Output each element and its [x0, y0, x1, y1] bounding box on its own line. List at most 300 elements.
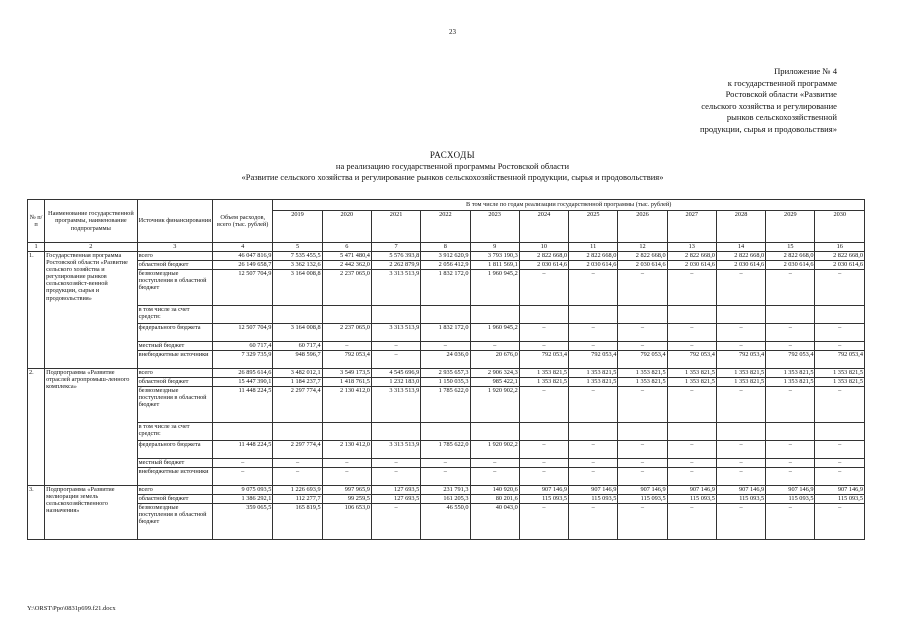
year-value: 792 053,4 — [618, 351, 667, 369]
year-value: 1 232 183,0 — [371, 378, 420, 387]
year-value: 60 717,4 — [273, 342, 322, 351]
column-number: 16 — [815, 243, 865, 252]
year-value: – — [618, 270, 667, 306]
year-value: 1 353 821,5 — [519, 378, 568, 387]
column-number: 3 — [137, 243, 212, 252]
funding-source: федерального бюджета — [137, 324, 212, 342]
header-by-years: В том числе по годам реализации государственной программы (тыс. рублей) — [273, 200, 865, 211]
year-value: – — [716, 441, 765, 459]
table-row — [28, 468, 865, 486]
total-value: – — [213, 459, 273, 468]
total-value: 359 065,5 — [213, 504, 273, 540]
funding-source: в том числе за счет средств: — [137, 306, 212, 324]
table-row — [28, 378, 865, 387]
total-value: 1 386 292,1 — [213, 495, 273, 504]
year-value: 1 353 821,5 — [815, 378, 865, 387]
total-value: 26 895 614,6 — [213, 369, 273, 378]
year-value: 80 201,6 — [470, 495, 519, 504]
year-value: – — [322, 342, 371, 351]
year-value: – — [519, 468, 568, 486]
year-value — [519, 423, 568, 441]
year-value: – — [667, 342, 716, 351]
file-path-footer: Y:\ORST\Ppo\0831p699.f21.docx — [27, 605, 116, 612]
year-header: 2028 — [716, 211, 765, 243]
year-value: 2 130 412,0 — [322, 441, 371, 459]
year-value: 2 822 668,0 — [716, 252, 765, 261]
total-value: 12 507 704,9 — [213, 270, 273, 306]
year-value: 7 535 455,5 — [273, 252, 322, 261]
year-value: – — [519, 459, 568, 468]
table-row — [28, 252, 865, 261]
year-value: 907 146,9 — [766, 486, 815, 495]
header-num: № п/п — [28, 200, 45, 243]
year-value: 2 030 614,6 — [569, 261, 618, 270]
year-value: 948 596,7 — [273, 351, 322, 369]
year-value: – — [569, 459, 618, 468]
year-value: 2 030 614,6 — [766, 261, 815, 270]
year-value: 1 353 821,5 — [519, 369, 568, 378]
funding-source: всего — [137, 486, 212, 495]
year-value: 3 482 012,1 — [273, 369, 322, 378]
row-number: 2. — [28, 369, 45, 486]
year-value — [569, 306, 618, 324]
year-value: – — [470, 459, 519, 468]
year-value: 2 442 362,0 — [322, 261, 371, 270]
year-value: 3 549 173,5 — [322, 369, 371, 378]
program-name: Государственная программа Ростовской области «Развитие сельского хозяйства и регулирование рынков сельскохозяйст-венной продукции, сырья и продовольствия» — [45, 252, 138, 369]
year-value: 2 935 657,3 — [421, 369, 470, 378]
year-value: 3 313 513,9 — [371, 387, 420, 423]
column-number: 2 — [45, 243, 138, 252]
year-value: – — [470, 342, 519, 351]
total-value: 60 717,4 — [213, 342, 273, 351]
year-value: 2 297 774,4 — [273, 387, 322, 423]
column-number: 10 — [519, 243, 568, 252]
year-value: 1 353 821,5 — [766, 369, 815, 378]
year-value: 1 353 821,5 — [716, 369, 765, 378]
funding-source: в том числе за счет средств: — [137, 423, 212, 441]
year-value: – — [766, 324, 815, 342]
total-value: 7 329 735,9 — [213, 351, 273, 369]
funding-source: внебюджетные источники — [137, 468, 212, 486]
year-value: 792 053,4 — [716, 351, 765, 369]
year-value: 2 822 668,0 — [618, 252, 667, 261]
year-value: – — [618, 468, 667, 486]
year-value: – — [667, 441, 716, 459]
column-number: 14 — [716, 243, 765, 252]
year-value: 2 030 614,6 — [667, 261, 716, 270]
year-header: 2027 — [667, 211, 716, 243]
year-value — [322, 423, 371, 441]
appendix-block — [657, 66, 837, 135]
column-number: 11 — [569, 243, 618, 252]
year-header: 2029 — [766, 211, 815, 243]
year-value: 99 259,5 — [322, 495, 371, 504]
year-value: – — [667, 387, 716, 423]
year-value: 3 793 190,3 — [470, 252, 519, 261]
table-row — [28, 324, 865, 342]
column-number: 15 — [766, 243, 815, 252]
year-value — [470, 306, 519, 324]
total-value: 12 507 704,9 — [213, 324, 273, 342]
year-value: 1 353 821,5 — [667, 369, 716, 378]
year-value: – — [667, 270, 716, 306]
year-value — [815, 306, 865, 324]
year-value: 792 053,4 — [815, 351, 865, 369]
program-name: Подпрограмма «Развитие мелиорации земель сельскохозяйственного назначения» — [45, 486, 138, 540]
year-value: – — [766, 441, 815, 459]
year-value: – — [519, 342, 568, 351]
appendix-line: Приложение № 4 — [774, 66, 837, 76]
year-value: 231 791,3 — [421, 486, 470, 495]
year-value: – — [569, 468, 618, 486]
year-value: – — [371, 468, 420, 486]
year-value: 1 226 693,9 — [273, 486, 322, 495]
year-value: 792 053,4 — [766, 351, 815, 369]
year-header: 2022 — [421, 211, 470, 243]
year-value: – — [766, 387, 815, 423]
year-value: – — [766, 342, 815, 351]
year-value: – — [569, 387, 618, 423]
year-value: – — [667, 324, 716, 342]
year-value: 20 676,0 — [470, 351, 519, 369]
appendix-line: сельского хозяйства и регулирование — [701, 100, 837, 111]
year-value: 140 920,6 — [470, 486, 519, 495]
year-value: 112 277,7 — [273, 495, 322, 504]
year-value — [421, 423, 470, 441]
year-value — [766, 306, 815, 324]
year-value: 792 053,4 — [667, 351, 716, 369]
total-value — [213, 306, 273, 324]
year-value — [470, 423, 519, 441]
year-value: – — [815, 387, 865, 423]
year-value: 115 093,5 — [569, 495, 618, 504]
table-row — [28, 459, 865, 468]
year-value: 1 353 821,5 — [569, 378, 618, 387]
year-value: 5 576 393,8 — [371, 252, 420, 261]
year-value: 3 362 132,6 — [273, 261, 322, 270]
year-value: 985 422,1 — [470, 378, 519, 387]
year-value: 4 545 696,9 — [371, 369, 420, 378]
year-value: – — [815, 441, 865, 459]
year-value: 1 920 902,2 — [470, 441, 519, 459]
funding-source: всего — [137, 369, 212, 378]
year-value: – — [371, 504, 420, 540]
year-value: – — [815, 468, 865, 486]
year-value: 1 960 945,2 — [470, 324, 519, 342]
year-value: – — [569, 270, 618, 306]
column-number: 6 — [322, 243, 371, 252]
year-value — [421, 306, 470, 324]
title-line: «Развитие сельского хозяйства и регулирование рынков сельскохозяйственной продукции, сырья и продовольствия» — [241, 172, 664, 182]
header-name: Наименование государственной программы, наименование подпрограммы — [45, 200, 138, 243]
title-line: РАСХОДЫ — [429, 150, 476, 160]
year-value: 792 053,4 — [569, 351, 618, 369]
year-value: – — [766, 468, 815, 486]
year-value — [322, 306, 371, 324]
year-value: – — [421, 342, 470, 351]
year-value: 1 353 821,5 — [667, 378, 716, 387]
row-number: 1. — [28, 252, 45, 369]
year-value: 997 965,9 — [322, 486, 371, 495]
year-header: 2020 — [322, 211, 371, 243]
year-value — [569, 423, 618, 441]
year-value: – — [815, 342, 865, 351]
year-value: – — [519, 324, 568, 342]
year-value: 46 550,0 — [421, 504, 470, 540]
year-value: 1 785 622,0 — [421, 441, 470, 459]
year-value: 2 822 668,0 — [569, 252, 618, 261]
year-value: – — [569, 441, 618, 459]
year-value — [667, 306, 716, 324]
table-row — [28, 369, 865, 378]
total-value: – — [213, 468, 273, 486]
year-value — [766, 423, 815, 441]
year-value: 2 030 614,6 — [519, 261, 568, 270]
year-value — [716, 306, 765, 324]
year-value: – — [618, 504, 667, 540]
year-value: – — [322, 468, 371, 486]
year-value: – — [766, 459, 815, 468]
year-header: 2026 — [618, 211, 667, 243]
year-value: 1 353 821,5 — [618, 378, 667, 387]
year-value: – — [815, 504, 865, 540]
year-value: 165 819,5 — [273, 504, 322, 540]
year-value: 40 043,0 — [470, 504, 519, 540]
year-value: 115 093,5 — [815, 495, 865, 504]
year-value — [519, 306, 568, 324]
year-value: 2 030 614,6 — [716, 261, 765, 270]
year-value: – — [519, 387, 568, 423]
year-value: 2 822 668,0 — [766, 252, 815, 261]
funding-source: местный бюджет — [137, 342, 212, 351]
header-source: Источник финансирования — [137, 200, 212, 243]
year-value: – — [273, 459, 322, 468]
row-number: 3. — [28, 486, 45, 540]
year-value: 1 832 172,0 — [421, 324, 470, 342]
year-value: 907 146,9 — [618, 486, 667, 495]
year-value: – — [716, 324, 765, 342]
year-value: 1 353 821,5 — [618, 369, 667, 378]
year-value: 106 653,0 — [322, 504, 371, 540]
year-value: 2 262 879,9 — [371, 261, 420, 270]
year-value — [273, 423, 322, 441]
page-number: 23 — [449, 28, 456, 36]
column-number: 5 — [273, 243, 322, 252]
year-value — [618, 306, 667, 324]
year-value: – — [667, 504, 716, 540]
year-header: 2019 — [273, 211, 322, 243]
year-value: – — [716, 459, 765, 468]
year-value: 3 313 513,9 — [371, 441, 420, 459]
table-row — [28, 342, 865, 351]
funding-source: местный бюджет — [137, 459, 212, 468]
year-value: 3 164 008,8 — [273, 270, 322, 306]
year-value: 1 353 821,5 — [569, 369, 618, 378]
year-value: – — [371, 342, 420, 351]
year-header: 2030 — [815, 211, 865, 243]
year-value — [371, 306, 420, 324]
year-value: 1 832 172,0 — [421, 270, 470, 306]
year-value: 1 960 945,2 — [470, 270, 519, 306]
year-value — [273, 306, 322, 324]
funding-source: безвозмездные поступления в областной бюджет — [137, 387, 212, 423]
header-volume: Объем расходов, всего (тыс. рублей) — [213, 200, 273, 243]
year-value: 3 912 620,9 — [421, 252, 470, 261]
funding-source: областной бюджет — [137, 378, 212, 387]
year-value: 115 093,5 — [667, 495, 716, 504]
year-header: 2023 — [470, 211, 519, 243]
year-value: 907 146,9 — [519, 486, 568, 495]
year-value: – — [618, 342, 667, 351]
year-value: 1 418 761,5 — [322, 378, 371, 387]
year-value: – — [519, 504, 568, 540]
year-value: – — [815, 270, 865, 306]
total-value: 26 149 658,7 — [213, 261, 273, 270]
year-value: 3 164 008,8 — [273, 324, 322, 342]
year-value: – — [569, 324, 618, 342]
year-value: 2 030 614,6 — [815, 261, 865, 270]
year-value — [815, 423, 865, 441]
expenses-table — [27, 199, 865, 540]
year-value: – — [618, 441, 667, 459]
column-number: 8 — [421, 243, 470, 252]
table-row — [28, 351, 865, 369]
year-value: 2 822 668,0 — [519, 252, 568, 261]
year-value: 1 353 821,5 — [815, 369, 865, 378]
year-header: 2024 — [519, 211, 568, 243]
year-value: – — [716, 342, 765, 351]
year-value: 1 353 821,5 — [766, 378, 815, 387]
year-value: 2 822 668,0 — [815, 252, 865, 261]
table-row — [28, 306, 865, 324]
column-number: 7 — [371, 243, 420, 252]
year-value — [716, 423, 765, 441]
document-title — [0, 150, 905, 183]
year-value: 1 785 622,0 — [421, 387, 470, 423]
total-value — [213, 423, 273, 441]
year-value: – — [766, 504, 815, 540]
year-value: 3 313 513,9 — [371, 270, 420, 306]
total-value: 11 448 224,5 — [213, 387, 273, 423]
year-value: 1 920 902,2 — [470, 387, 519, 423]
year-value: – — [569, 342, 618, 351]
year-value: – — [618, 324, 667, 342]
total-value: 46 047 816,9 — [213, 252, 273, 261]
column-number: 1 — [28, 243, 45, 252]
appendix-line: продукции, сырья и продовольствия» — [699, 123, 837, 134]
year-value: 1 353 821,5 — [716, 378, 765, 387]
year-value: – — [371, 459, 420, 468]
year-value: 2 030 614,6 — [618, 261, 667, 270]
year-value: 1 184 237,7 — [273, 378, 322, 387]
year-value: – — [815, 324, 865, 342]
year-value: – — [618, 459, 667, 468]
year-value: – — [470, 468, 519, 486]
year-value: – — [667, 459, 716, 468]
year-value: – — [716, 387, 765, 423]
column-number: 12 — [618, 243, 667, 252]
year-value: – — [766, 270, 815, 306]
year-value: 907 146,9 — [667, 486, 716, 495]
column-number: 13 — [667, 243, 716, 252]
column-number: 4 — [213, 243, 273, 252]
table-row — [28, 441, 865, 459]
year-value: 1 811 569,1 — [470, 261, 519, 270]
year-value: 2 237 065,0 — [322, 324, 371, 342]
year-value: 3 313 513,9 — [371, 324, 420, 342]
year-value: – — [667, 468, 716, 486]
year-value: 2 237 065,0 — [322, 270, 371, 306]
total-value: 9 075 093,5 — [213, 486, 273, 495]
column-number: 9 — [470, 243, 519, 252]
year-value: – — [519, 270, 568, 306]
year-value: 907 146,9 — [815, 486, 865, 495]
year-value: – — [716, 468, 765, 486]
year-value: 115 093,5 — [618, 495, 667, 504]
table-row — [28, 504, 865, 540]
year-value: 2 056 412,9 — [421, 261, 470, 270]
table-row — [28, 261, 865, 270]
year-value — [618, 423, 667, 441]
year-value: – — [519, 441, 568, 459]
year-value: 115 093,5 — [716, 495, 765, 504]
table-row — [28, 270, 865, 306]
year-value: 24 036,0 — [421, 351, 470, 369]
year-value: – — [421, 468, 470, 486]
funding-source: всего — [137, 252, 212, 261]
year-value: 2 906 324,3 — [470, 369, 519, 378]
funding-source: внебюджетные источники — [137, 351, 212, 369]
year-value: 115 093,5 — [766, 495, 815, 504]
year-value: – — [273, 468, 322, 486]
table-row — [28, 387, 865, 423]
year-value: 161 205,3 — [421, 495, 470, 504]
year-value: – — [716, 504, 765, 540]
year-value: – — [322, 459, 371, 468]
funding-source: федерального бюджета — [137, 441, 212, 459]
appendix-line: Ростовской области «Развитие — [725, 89, 837, 99]
table-row — [28, 423, 865, 441]
year-value: – — [716, 270, 765, 306]
year-value — [667, 423, 716, 441]
year-value: – — [421, 459, 470, 468]
year-value: 792 053,4 — [322, 351, 371, 369]
year-value: 115 093,5 — [519, 495, 568, 504]
year-value: – — [371, 351, 420, 369]
appendix-line: рынков сельскохозяйственной — [726, 112, 837, 122]
year-value: 2 297 774,4 — [273, 441, 322, 459]
year-value: – — [618, 387, 667, 423]
year-value: – — [815, 459, 865, 468]
funding-source: областной бюджет — [137, 495, 212, 504]
funding-source: безвозмездные поступления в областной бюджет — [137, 270, 212, 306]
title-line: на реализацию государственной программы Ростовской области — [335, 161, 570, 171]
year-value: 907 146,9 — [569, 486, 618, 495]
year-value: 2 130 412,0 — [322, 387, 371, 423]
year-value: – — [569, 504, 618, 540]
total-value: 15 447 390,1 — [213, 378, 273, 387]
appendix-line: к государственной программе — [727, 77, 837, 88]
program-name: Подпрограмма «Развитие отраслей агропромыш-ленного комплекса» — [45, 369, 138, 486]
funding-source: областной бюджет — [137, 261, 212, 270]
year-value — [371, 423, 420, 441]
year-value: 127 693,5 — [371, 486, 420, 495]
year-header: 2021 — [371, 211, 420, 243]
year-header: 2025 — [569, 211, 618, 243]
table-row — [28, 495, 865, 504]
total-value: 11 448 224,5 — [213, 441, 273, 459]
